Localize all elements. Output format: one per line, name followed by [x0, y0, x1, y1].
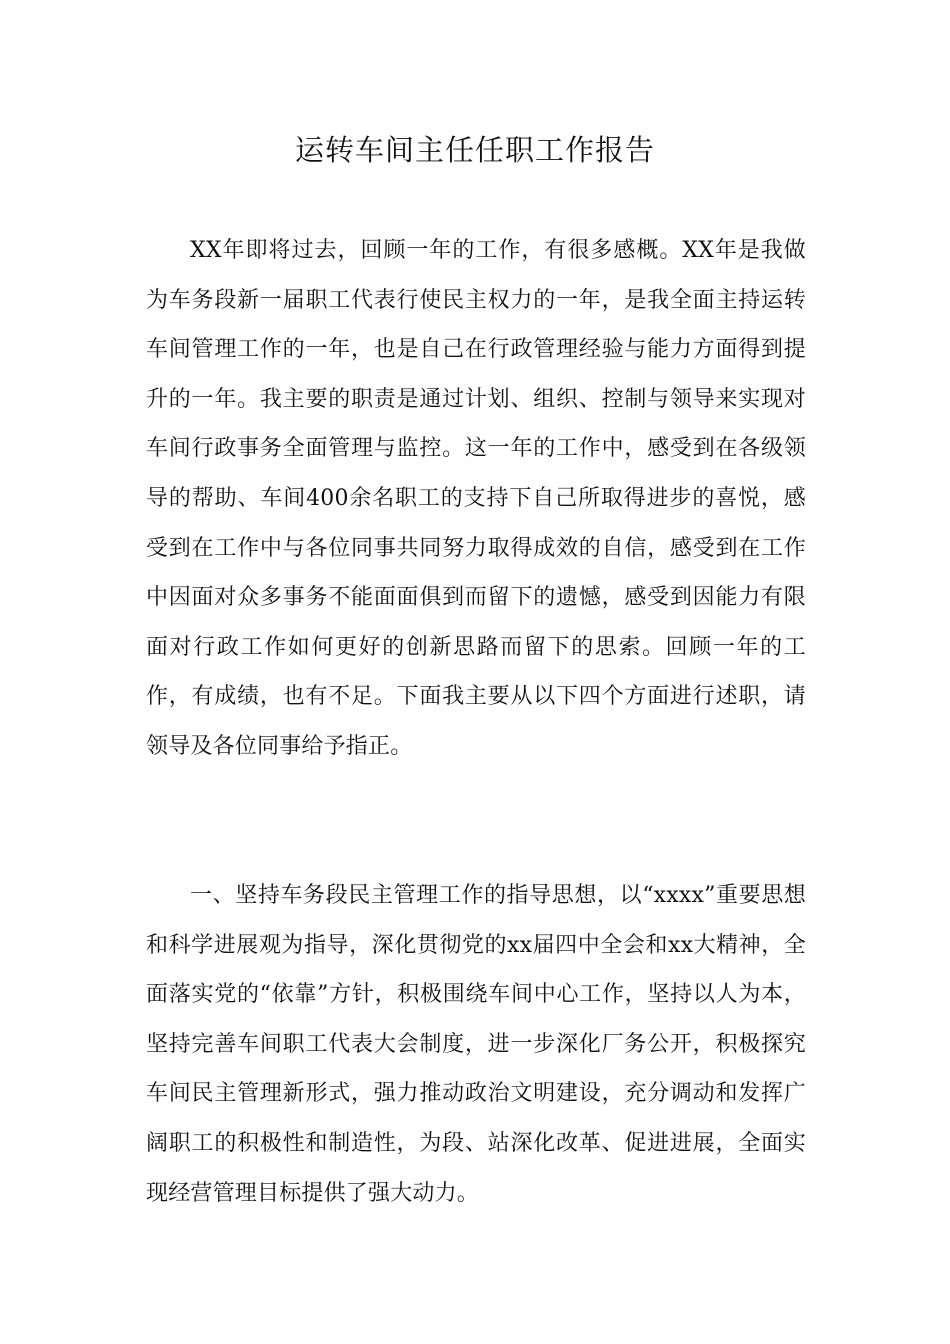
document-title: 运转车间主任任职工作报告: [294, 133, 655, 167]
paragraph-section-one: 一、坚持车务段民主管理工作的指导思想，以“xxxx”重要思想和科学进展观为指导，深化贯彻党的xx届四中全会和xx大精神，全面落实党的“依靠”方针，积极围绕车间中心工作，坚持以人为本，坚持完善车间职工代表大会制度，进一步深化厂务公开，积极探究车间民主管理新形式，强力推动政治文明建设，充分调动和发挥广阔职工的积极性和制造性，为段、站深化改革、促进进展，全面实现经营管理目标提供了强大动力。: [146, 883, 806, 1206]
paragraph-intro: XX年即将过去，回顾一年的工作，有很多感概。XX年是我做为车务段新一届职工代表行使民主权力的一年，是我全面主持运转车间管理工作的一年，也是自己在行政管理经验与能力方面得到提升的一年。我主要的职责是通过计划、组织、控制与领导来实现对车间行政事务全面管理与监控。这一年的工作中，感受到在各级领导的帮助、车间400余名职工的支持下自己所取得进步的喜悦，感受到在工作中与各位同事共同努力取得成效的自信，感受到在工作中因面对众多事务不能面面俱到而留下的遗憾，感受到因能力有限面对行政工作如何更好的创新思路而留下的思索。回顾一年的工作，有成绩，也有不足。下面我主要从以下四个方面进行述职，请领导及各位同事给予指正。: [146, 238, 806, 759]
